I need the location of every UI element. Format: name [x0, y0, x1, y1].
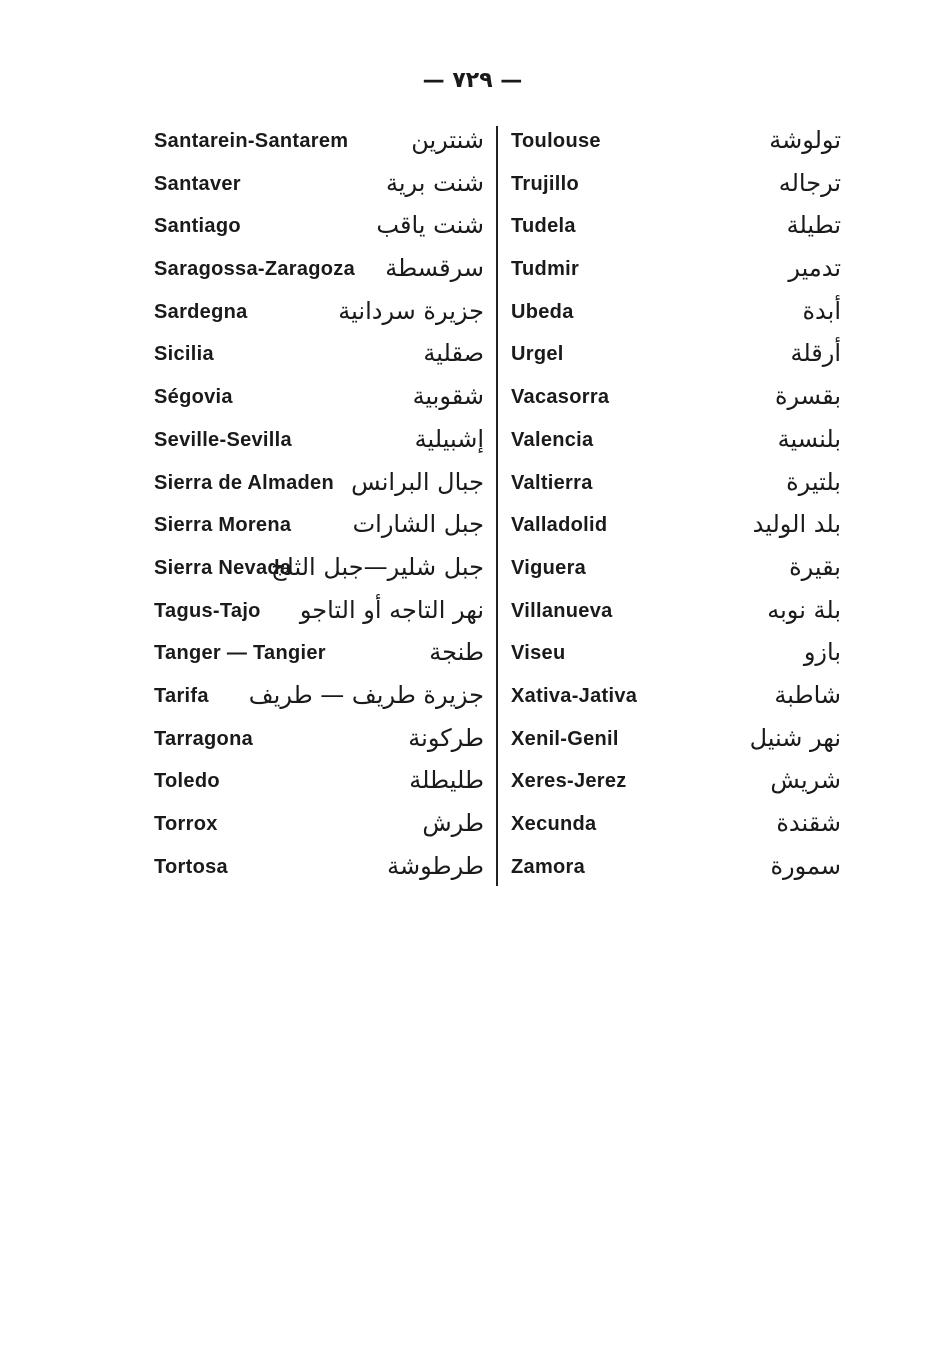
latin-place-name: Xecunda [511, 813, 597, 835]
latin-place-name: Xeres-Jerez [511, 770, 627, 793]
latin-place-name: Sardegna [154, 300, 248, 323]
arabic-place-name: شقوبية [412, 382, 484, 411]
latin-place-name: Xenil-Genil [511, 727, 619, 750]
latin-place-name: Sicilia [154, 343, 214, 366]
entry-row [511, 126, 841, 169]
latin-place-name: Trujillo [511, 172, 579, 195]
entry-row [154, 724, 484, 767]
arabic-place-name: أرقلة [790, 339, 841, 368]
latin-place-name: Zamora [511, 855, 586, 878]
arabic-place-name: بقيرة [789, 552, 841, 581]
entry-row [154, 468, 484, 511]
latin-place-name: Vacasorra [511, 386, 610, 409]
entry-row [154, 297, 484, 340]
latin-place-name: Viguera [511, 556, 587, 579]
arabic-place-name: بلتيرة [786, 467, 841, 496]
latin-place-name: Tagus-Tajo [154, 599, 261, 622]
arabic-place-name: نهر التاجه أو التاجو [299, 595, 484, 624]
arabic-place-name: بقسرة [774, 382, 841, 411]
entry-row [511, 724, 841, 767]
entry-row [154, 254, 484, 297]
right-column [511, 126, 841, 894]
entry-row [511, 809, 841, 852]
entry-row [511, 510, 841, 553]
arabic-place-name: إشبيلية [414, 424, 484, 453]
arabic-place-name: تطيلة [786, 211, 841, 240]
arabic-place-name: جزيرة سردانية [338, 296, 484, 325]
arabic-place-name: جبل شلير—جبل الثلج [271, 552, 484, 581]
entry-row [511, 681, 841, 724]
column-divider [496, 126, 498, 886]
entry-row [511, 553, 841, 596]
latin-place-name: Viseu [511, 642, 566, 665]
entry-row [154, 169, 484, 212]
arabic-place-name: طركونة [408, 723, 484, 752]
arabic-place-name: سرقسطة [385, 254, 484, 283]
page-number: — ٧٢٩ — [422, 68, 523, 93]
arabic-place-name: بلد الوليد [752, 510, 841, 539]
entry-row [154, 510, 484, 553]
latin-place-name: Sierra de Almaden [154, 471, 334, 494]
arabic-place-name: صقلية [423, 339, 484, 368]
latin-place-name: Sierra Morena [154, 514, 292, 537]
entry-row [511, 169, 841, 212]
entry-row [511, 766, 841, 809]
entry-row [154, 425, 484, 468]
entry-row [154, 681, 484, 724]
arabic-place-name: جبل الشارات [352, 510, 484, 539]
entry-row [511, 382, 841, 425]
latin-place-name: Sierra Nevada [154, 556, 292, 579]
arabic-place-name: نهر شنيل [749, 723, 841, 752]
entry-row [154, 809, 484, 852]
arabic-place-name: شنترين [411, 126, 484, 154]
arabic-place-name: سمورة [770, 851, 841, 880]
latin-place-name: Ségovia [154, 386, 233, 409]
arabic-place-name: تولوشة [769, 126, 841, 154]
latin-place-name: Santarein-Santarem [154, 130, 349, 152]
latin-place-name: Santaver [154, 172, 241, 195]
arabic-place-name: طرش [422, 809, 484, 837]
entry-row [154, 211, 484, 254]
latin-place-name: Tudmir [511, 258, 580, 281]
latin-place-name: Villanueva [511, 599, 613, 622]
entry-row [154, 596, 484, 639]
left-column [154, 126, 484, 894]
arabic-place-name: طنجة [429, 638, 484, 667]
latin-place-name: Santiago [154, 215, 241, 238]
arabic-place-name: جبال البرانس [351, 467, 484, 496]
latin-place-name: Tortosa [154, 855, 228, 878]
latin-place-name: Ubeda [511, 300, 574, 323]
entry-row [154, 339, 484, 382]
latin-place-name: Seville-Sevilla [154, 428, 292, 451]
latin-place-name: Valencia [511, 428, 594, 451]
arabic-place-name: طليطلة [409, 766, 484, 795]
arabic-place-name: تدمير [788, 254, 841, 283]
entry-row [154, 382, 484, 425]
entry-row [511, 425, 841, 468]
entry-row [511, 339, 841, 382]
arabic-place-name: شقندة [776, 809, 841, 837]
entry-row [511, 852, 841, 895]
arabic-place-name: بلنسية [777, 424, 841, 453]
arabic-place-name: طرطوشة [387, 851, 484, 880]
arabic-place-name: بلة نوبه [767, 595, 841, 624]
arabic-place-name: أبدة [802, 296, 841, 325]
latin-place-name: Toulouse [511, 130, 601, 152]
latin-place-name: Tanger — Tangier [154, 642, 326, 665]
entry-row [511, 254, 841, 297]
arabic-place-name: شريش [770, 766, 841, 795]
entry-row [511, 596, 841, 639]
latin-place-name: Tarifa [154, 684, 209, 707]
entry-row [511, 297, 841, 340]
latin-place-name: Torrox [154, 813, 218, 835]
latin-place-name: Tarragona [154, 727, 254, 750]
entry-row [511, 638, 841, 681]
entry-row [154, 852, 484, 895]
arabic-place-name: بازو [803, 638, 841, 667]
entry-row [154, 766, 484, 809]
latin-place-name: Valtierra [511, 471, 593, 494]
latin-place-name: Valladolid [511, 514, 608, 537]
latin-place-name: Saragossa-Zaragoza [154, 258, 356, 281]
latin-place-name: Urgel [511, 343, 564, 366]
entry-row [154, 126, 484, 169]
arabic-place-name: جزيرة طريف — طريف [248, 680, 484, 709]
arabic-place-name: ترجاله [778, 168, 841, 197]
arabic-place-name: شنت ياقب [376, 211, 484, 240]
entry-row [154, 553, 484, 596]
arabic-place-name: شنت برية [385, 168, 484, 197]
entry-row [511, 468, 841, 511]
arabic-place-name: شاطبة [774, 680, 841, 709]
latin-place-name: Tudela [511, 215, 576, 238]
latin-place-name: Toledo [154, 770, 220, 793]
latin-place-name: Xativa-Jativa [511, 684, 638, 707]
entry-row [511, 211, 841, 254]
entry-row [154, 638, 484, 681]
